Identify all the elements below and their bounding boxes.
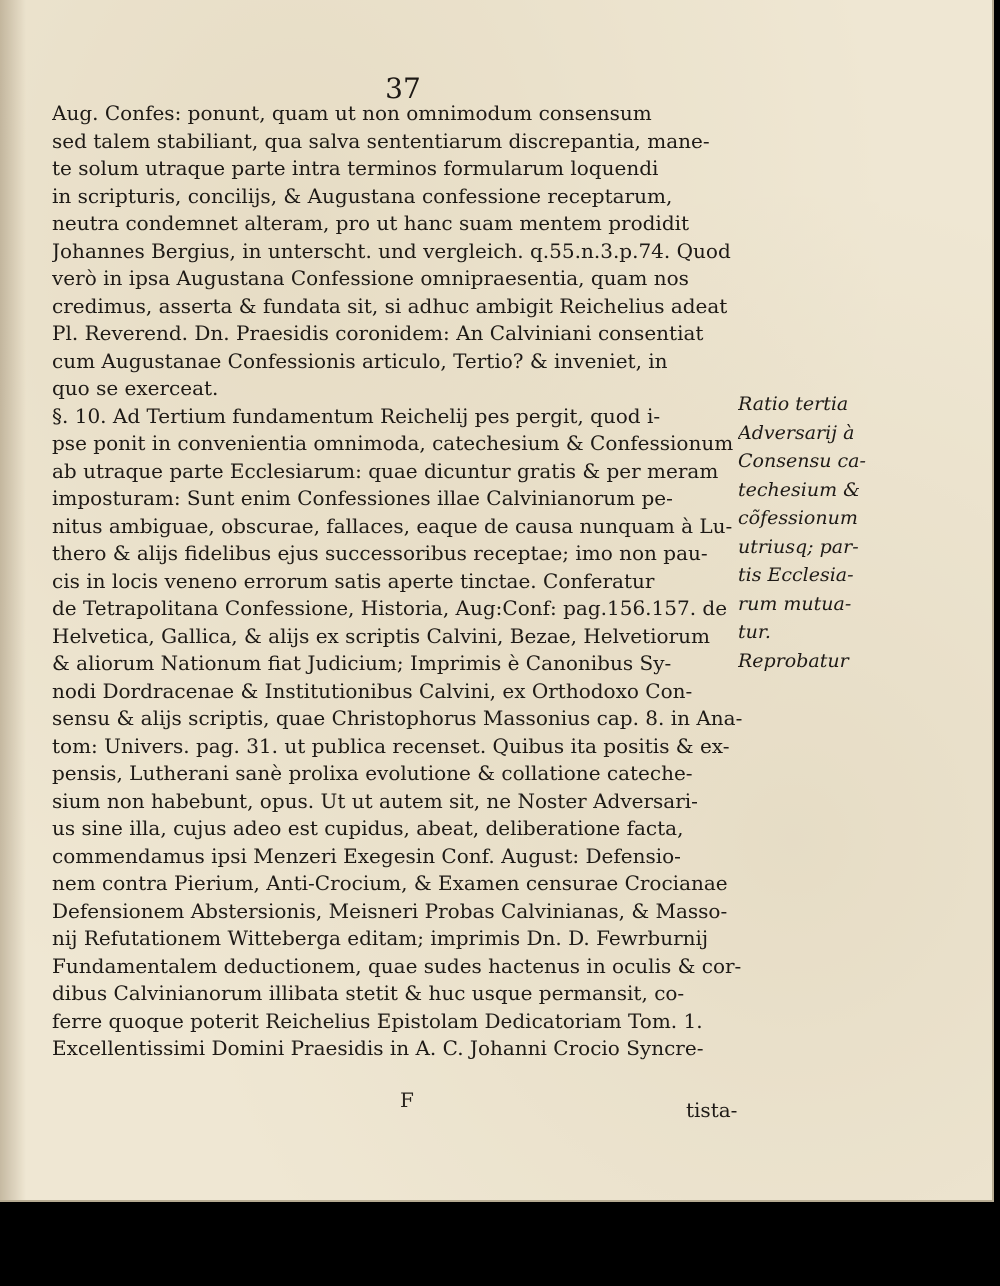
text-line: dibus Calvinianorum illibata stetit & huc usque permansit, co-: [52, 981, 685, 1005]
text-line: pensis, Lutherani sanè prolixa evolutione & collatione cateche-: [52, 761, 693, 785]
text-line: thero & alijs fidelibus ejus successoribus receptae; imo non pau-: [52, 541, 708, 565]
margin-line: utriusq; par-: [738, 535, 859, 558]
text-line: Defensionem Abstersionis, Meisneri Probas Calvinianas, & Masso-: [52, 898, 728, 923]
marginal-note: [738, 390, 868, 675]
margin-line: techesium &: [738, 478, 861, 501]
margin-line: tis Ecclesia-: [738, 564, 854, 586]
signature-mark: F: [400, 1088, 414, 1112]
text-line: in scripturis, concilijs, & Augustana confessione receptarum,: [52, 183, 673, 208]
margin-line: rum mutua-: [738, 592, 852, 615]
text-line: commendamus ipsi Menzeri Exegesin Conf. August: Defensio-: [52, 843, 681, 868]
text-line: quo se exerceat.: [52, 376, 219, 400]
text-line: imposturam: Sunt enim Confessiones illae Calvinianorum pe-: [52, 486, 673, 510]
text-line: Excellentissimi Domini Praesidis in A. C. Johanni Crocio Syncre-: [52, 1036, 704, 1060]
margin-line: Consensu ca-: [738, 450, 866, 472]
text-line: Fundamentalem deductionem, quae sudes hactenus in oculis & cor-: [52, 953, 742, 978]
text-line: nodi Dordracenae & Institutionibus Calvini, ex Orthodoxo Con-: [52, 678, 693, 703]
text-line: sium non habebunt, opus. Ut ut autem sit, ne Noster Adversari-: [52, 788, 698, 813]
page-number: 37: [385, 72, 421, 105]
page-gutter-shadow: [0, 0, 26, 1200]
margin-line: Reprobatur: [738, 649, 849, 672]
margin-line: Ratio tertia: [738, 393, 849, 415]
text-line: sed talem stabiliant, qua salva sententiarum discrepantia, mane-: [52, 128, 710, 153]
main-text-block: [52, 100, 742, 1063]
text-line: neutra condemnet alteram, pro ut hanc suam mentem prodidit: [52, 211, 690, 235]
text-line: ferre quoque poterit Reichelius Epistolam Dedicatoriam Tom. 1.: [52, 1008, 703, 1033]
text-line: pse ponit in convenientia omnimoda, catechesium & Confessionum: [52, 431, 734, 455]
text-line: Pl. Reverend. Dn. Praesidis coronidem: An Calviniani consentiat: [52, 321, 704, 345]
text-line: Johannes Bergius, in unterscht. und vergleich. q.55.n.3.p.74. Quod: [52, 238, 731, 263]
text-line: Aug. Confes: ponunt, quam ut non omnimodum consensum: [52, 101, 652, 125]
text-line: verò in ipsa Augustana Confessione omnipraesentia, quam nos: [52, 266, 689, 290]
text-line: nitus ambiguae, obscurae, fallaces, eaque de causa nunquam à Lu-: [52, 513, 733, 538]
margin-line: tur.: [738, 621, 771, 643]
text-line: cum Augustanae Confessionis articulo, Tertio? & inveniet, in: [52, 348, 668, 373]
text-line: nem contra Pierium, Anti-Crocium, & Examen censurae Crocianae: [52, 871, 728, 895]
text-line: nij Refutationem Witteberga editam; imprimis Dn. D. Fewrburnij: [52, 926, 709, 950]
margin-line: cõfessionum: [738, 507, 858, 529]
text-line: tom: Univers. pag. 31. ut publica recenset. Quibus ita positis & ex-: [52, 733, 730, 758]
text-line: te solum utraque parte intra terminos formularum loquendi: [52, 156, 659, 180]
text-line: sensu & alijs scriptis, quae Christophorus Massonius cap. 8. in Ana-: [52, 706, 742, 730]
text-line: & aliorum Nationum fiat Judicium; Imprimis è Canonibus Sy-: [52, 651, 672, 675]
text-line: Helvetica, Gallica, & alijs ex scriptis Calvini, Bezae, Helvetiorum: [52, 623, 711, 648]
text-line: de Tetrapolitana Confessione, Historia, Aug:Conf: pag.156.157. de: [52, 596, 728, 620]
catchword: tista-: [686, 1098, 738, 1122]
text-line: credimus, asserta & fundata sit, si adhuc ambigit Reichelius adeat: [52, 293, 728, 318]
text-line: ab utraque parte Ecclesiarum: quae dicuntur gratis & per meram: [52, 458, 719, 483]
text-line: §. 10. Ad Tertium fundamentum Reichelij pes pergit, quod i-: [52, 403, 661, 428]
margin-line: Adversarij à: [738, 421, 855, 444]
text-line: us sine illa, cujus adeo est cupidus, abeat, deliberatione facta,: [52, 816, 684, 840]
text-line: cis in locis veneno errorum satis aperte tinctae. Conferatur: [52, 568, 655, 593]
